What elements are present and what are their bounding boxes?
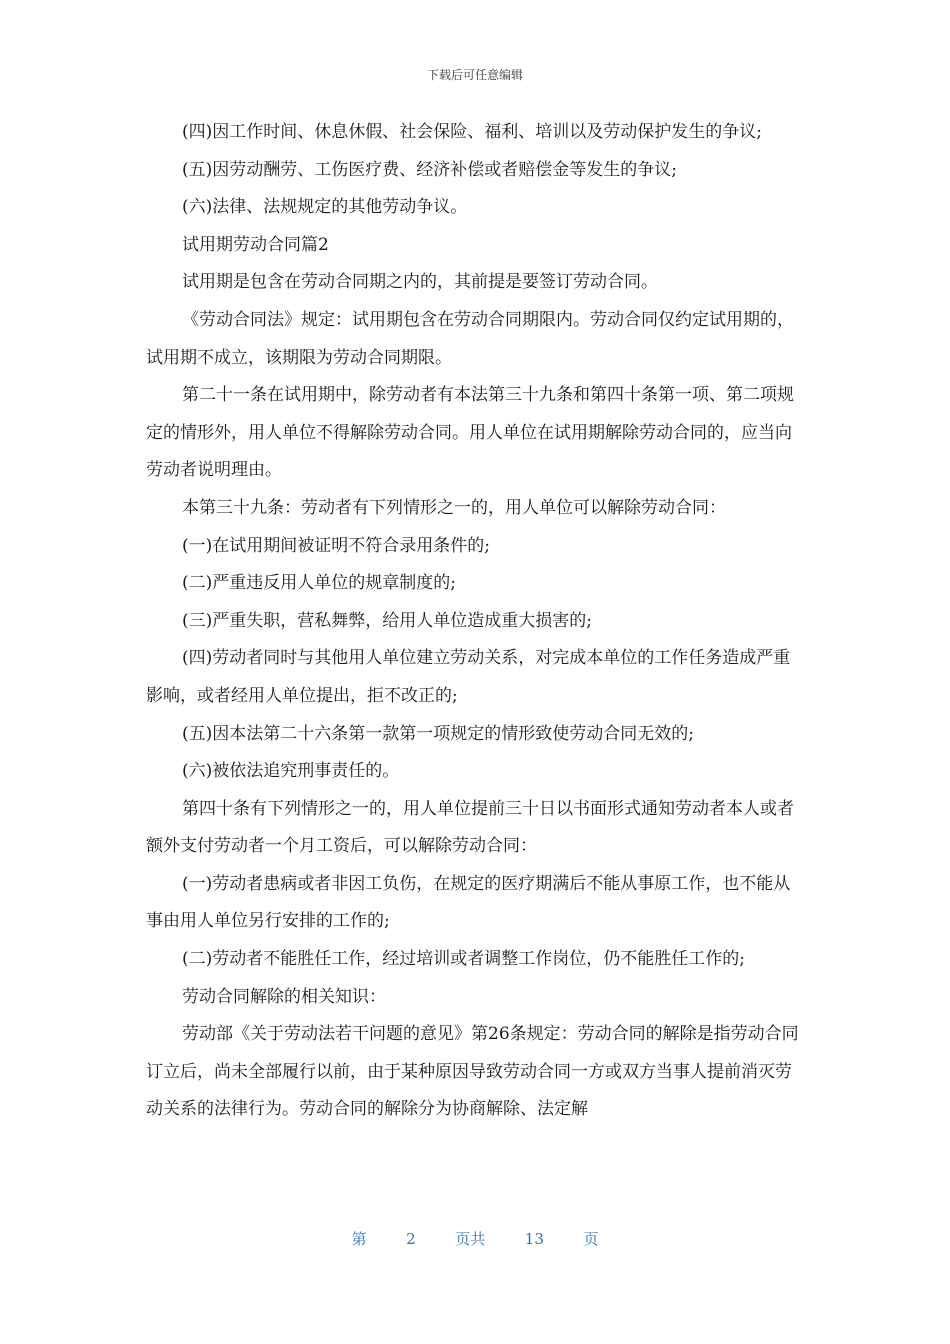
- paragraph: (六)被依法追究刑事责任的。: [182, 761, 400, 782]
- paragraph: (一)在试用期间被证明不符合录用条件的;: [182, 535, 490, 556]
- current-page-number: 2: [406, 1230, 416, 1248]
- total-pages: 13: [524, 1230, 544, 1248]
- paragraph: 第四十条有下列情形之一的，用人单位提前三十日以书面形式通知劳动者本人或者额外支付劳动者一个月工资后，可以解除劳动合同：: [146, 798, 794, 857]
- page-suffix: 页: [583, 1230, 599, 1248]
- page-prefix: 第: [351, 1230, 367, 1248]
- section-heading: 劳动合同解除的相关知识：: [182, 986, 386, 1007]
- paragraph: (六)法律、法规规定的其他劳动争议。: [182, 197, 468, 218]
- paragraph: 本第三十九条：劳动者有下列情形之一的，用人单位可以解除劳动合同：: [182, 497, 726, 518]
- paragraph: (二)严重违反用人单位的规章制度的;: [182, 573, 456, 594]
- section-heading: 试用期劳动合同篇2: [182, 234, 329, 255]
- paragraph: 试用期是包含在劳动合同期之内的，其前提是要签订劳动合同。: [182, 272, 658, 293]
- paragraph: (五)因劳动酬劳、工伤医疗费、经济补偿或者赔偿金等发生的争议;: [182, 159, 677, 180]
- page-header: 下载后可任意编辑: [426, 68, 523, 82]
- paragraph: (三)严重失职，营私舞弊，给用人单位造成重大损害的;: [182, 610, 592, 631]
- page-mid: 页共: [455, 1230, 486, 1248]
- paragraph: 《劳动合同法》规定：试用期包含在劳动合同期限内。劳动合同仅约定试用期的，试用期不成立，该期限为劳动合同期限。: [146, 309, 794, 368]
- document-body: [146, 114, 806, 1129]
- paragraph: (二)劳动者不能胜任工作，经过培训或者调整工作岗位，仍不能胜任工作的;: [182, 949, 745, 970]
- paragraph: (一)劳动者患病或者非因工负伤，在规定的医疗期满后不能从事原工作，也不能从事由用人单位另行安排的工作的;: [146, 873, 791, 932]
- paragraph: 第二十一条在试用期中，除劳动者有本法第三十九条和第四十条第一项、第二项规定的情形外，用人单位不得解除劳动合同。用人单位在试用期解除劳动合同的，应当向劳动者说明理由。: [146, 385, 794, 481]
- paragraph: (四)劳动者同时与其他用人单位建立劳动关系，对完成本单位的工作任务造成严重影响，或者经用人单位提出，拒不改正的;: [146, 648, 791, 706]
- paragraph: (五)因本法第二十六条第一款第一项规定的情形致使劳动合同无效的;: [182, 723, 694, 744]
- page-footer: [0, 1228, 950, 1249]
- paragraph: 劳动部《关于劳动法若干问题的意见》第26条规定：劳动合同的解除是指劳动合同订立后，尚未全部履行以前，由于某种原因导致劳动合同一方或双方当事人提前消灭劳动关系的法律行为。劳动合同的解除分为协商解除、法定解: [146, 1024, 799, 1120]
- paragraph: (四)因工作时间、休息休假、社会保险、福利、培训以及劳动保护发生的争议;: [182, 122, 762, 142]
